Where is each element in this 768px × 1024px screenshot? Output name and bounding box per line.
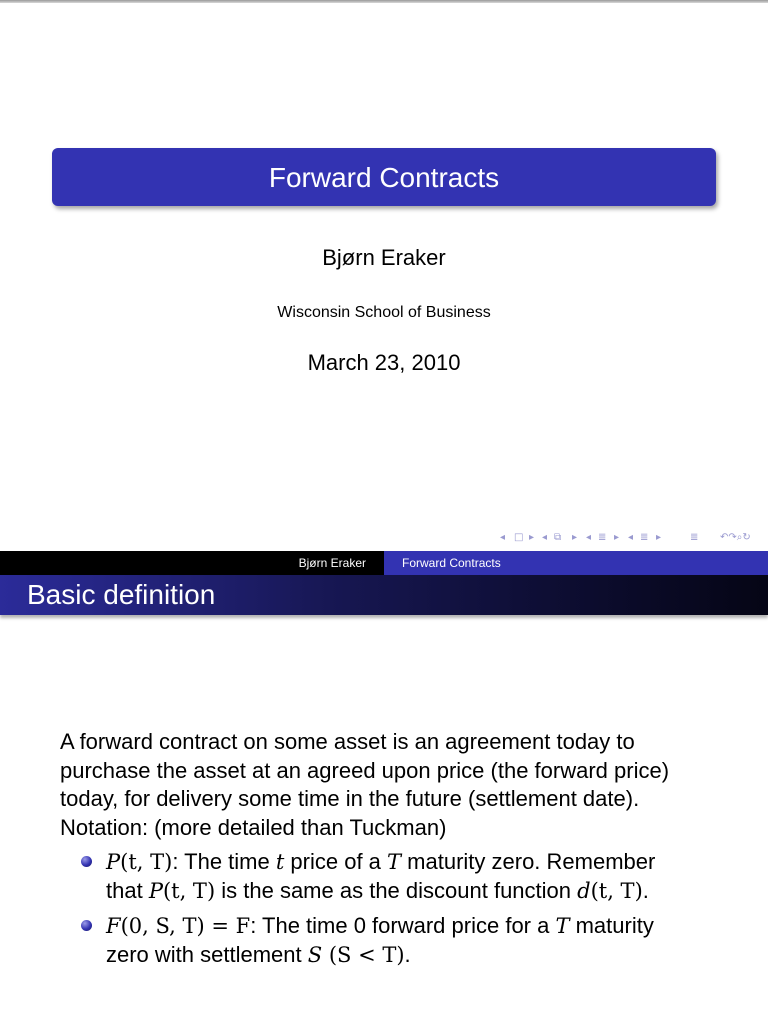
bullet-line: F(0, S, T) = F: The time 0 forward price for a T maturity [106, 913, 654, 938]
nav-next-subsection-icon[interactable]: ▸ [614, 532, 620, 543]
slide-headline-bar [0, 551, 768, 575]
bullet-line: zero with settlement S (S < T). [106, 941, 411, 967]
bullet-item-price [106, 848, 726, 905]
paragraph-line: purchase the asset at an agreed upon price (the forward price) [60, 757, 670, 783]
bullet-line: that P(t, T) is the same as the discount function d(t, T). [106, 877, 649, 903]
nav-slide-icon[interactable]: □ [514, 532, 524, 543]
presentation-title-box [52, 148, 716, 206]
page-top-edge [0, 0, 768, 3]
nav-prev-frame-icon[interactable]: ◂ [542, 532, 548, 543]
headline-title: Forward Contracts [384, 551, 768, 575]
nav-next-slide-icon[interactable]: ▸ [529, 532, 535, 543]
bullet-line: P(t, T): The time t price of a T maturity zero. Remember [106, 849, 656, 874]
nav-back-forward-search-icon[interactable]: ↶↷⌕↻ [720, 532, 751, 543]
nav-next-frame-icon[interactable]: ▸ [572, 532, 578, 543]
paragraph-line: A forward contract on some asset is an agreement today to [60, 729, 635, 754]
nav-prev-subsection-icon[interactable]: ◂ [586, 532, 592, 543]
paragraph-line: Notation: (more detailed than Tuckman) [60, 814, 447, 840]
presentation-title: Forward Contracts [268, 162, 500, 193]
nav-section-icon[interactable]: ≣ [640, 532, 649, 543]
author-name: Bjørn Eraker [322, 245, 446, 270]
nav-frame-icon[interactable]: ⧉ [554, 532, 562, 543]
institute-name: Wisconsin School of Business [277, 304, 491, 321]
frame-title [0, 575, 768, 615]
headline-author: Bjørn Eraker [298, 556, 366, 570]
nav-outline-icon[interactable]: ≣ [690, 532, 699, 543]
nav-prev-section-icon[interactable]: ◂ [628, 532, 634, 543]
definition-paragraph [60, 728, 720, 842]
nav-next-section-icon[interactable]: ▸ [656, 532, 662, 543]
bullet-icon [81, 856, 92, 867]
bullet-icon [81, 920, 92, 931]
paragraph-line: today, for delivery some time in the future (settlement date). [60, 786, 640, 811]
frame-title-text: Basic definition [27, 579, 216, 610]
bullet-item-forward-price [106, 912, 726, 969]
nav-subsection-icon[interactable]: ≣ [598, 532, 607, 543]
beamer-navigation-bar [496, 532, 764, 546]
nav-prev-slide-icon[interactable]: ◂ [500, 532, 506, 543]
presentation-date: March 23, 2010 [307, 350, 461, 375]
